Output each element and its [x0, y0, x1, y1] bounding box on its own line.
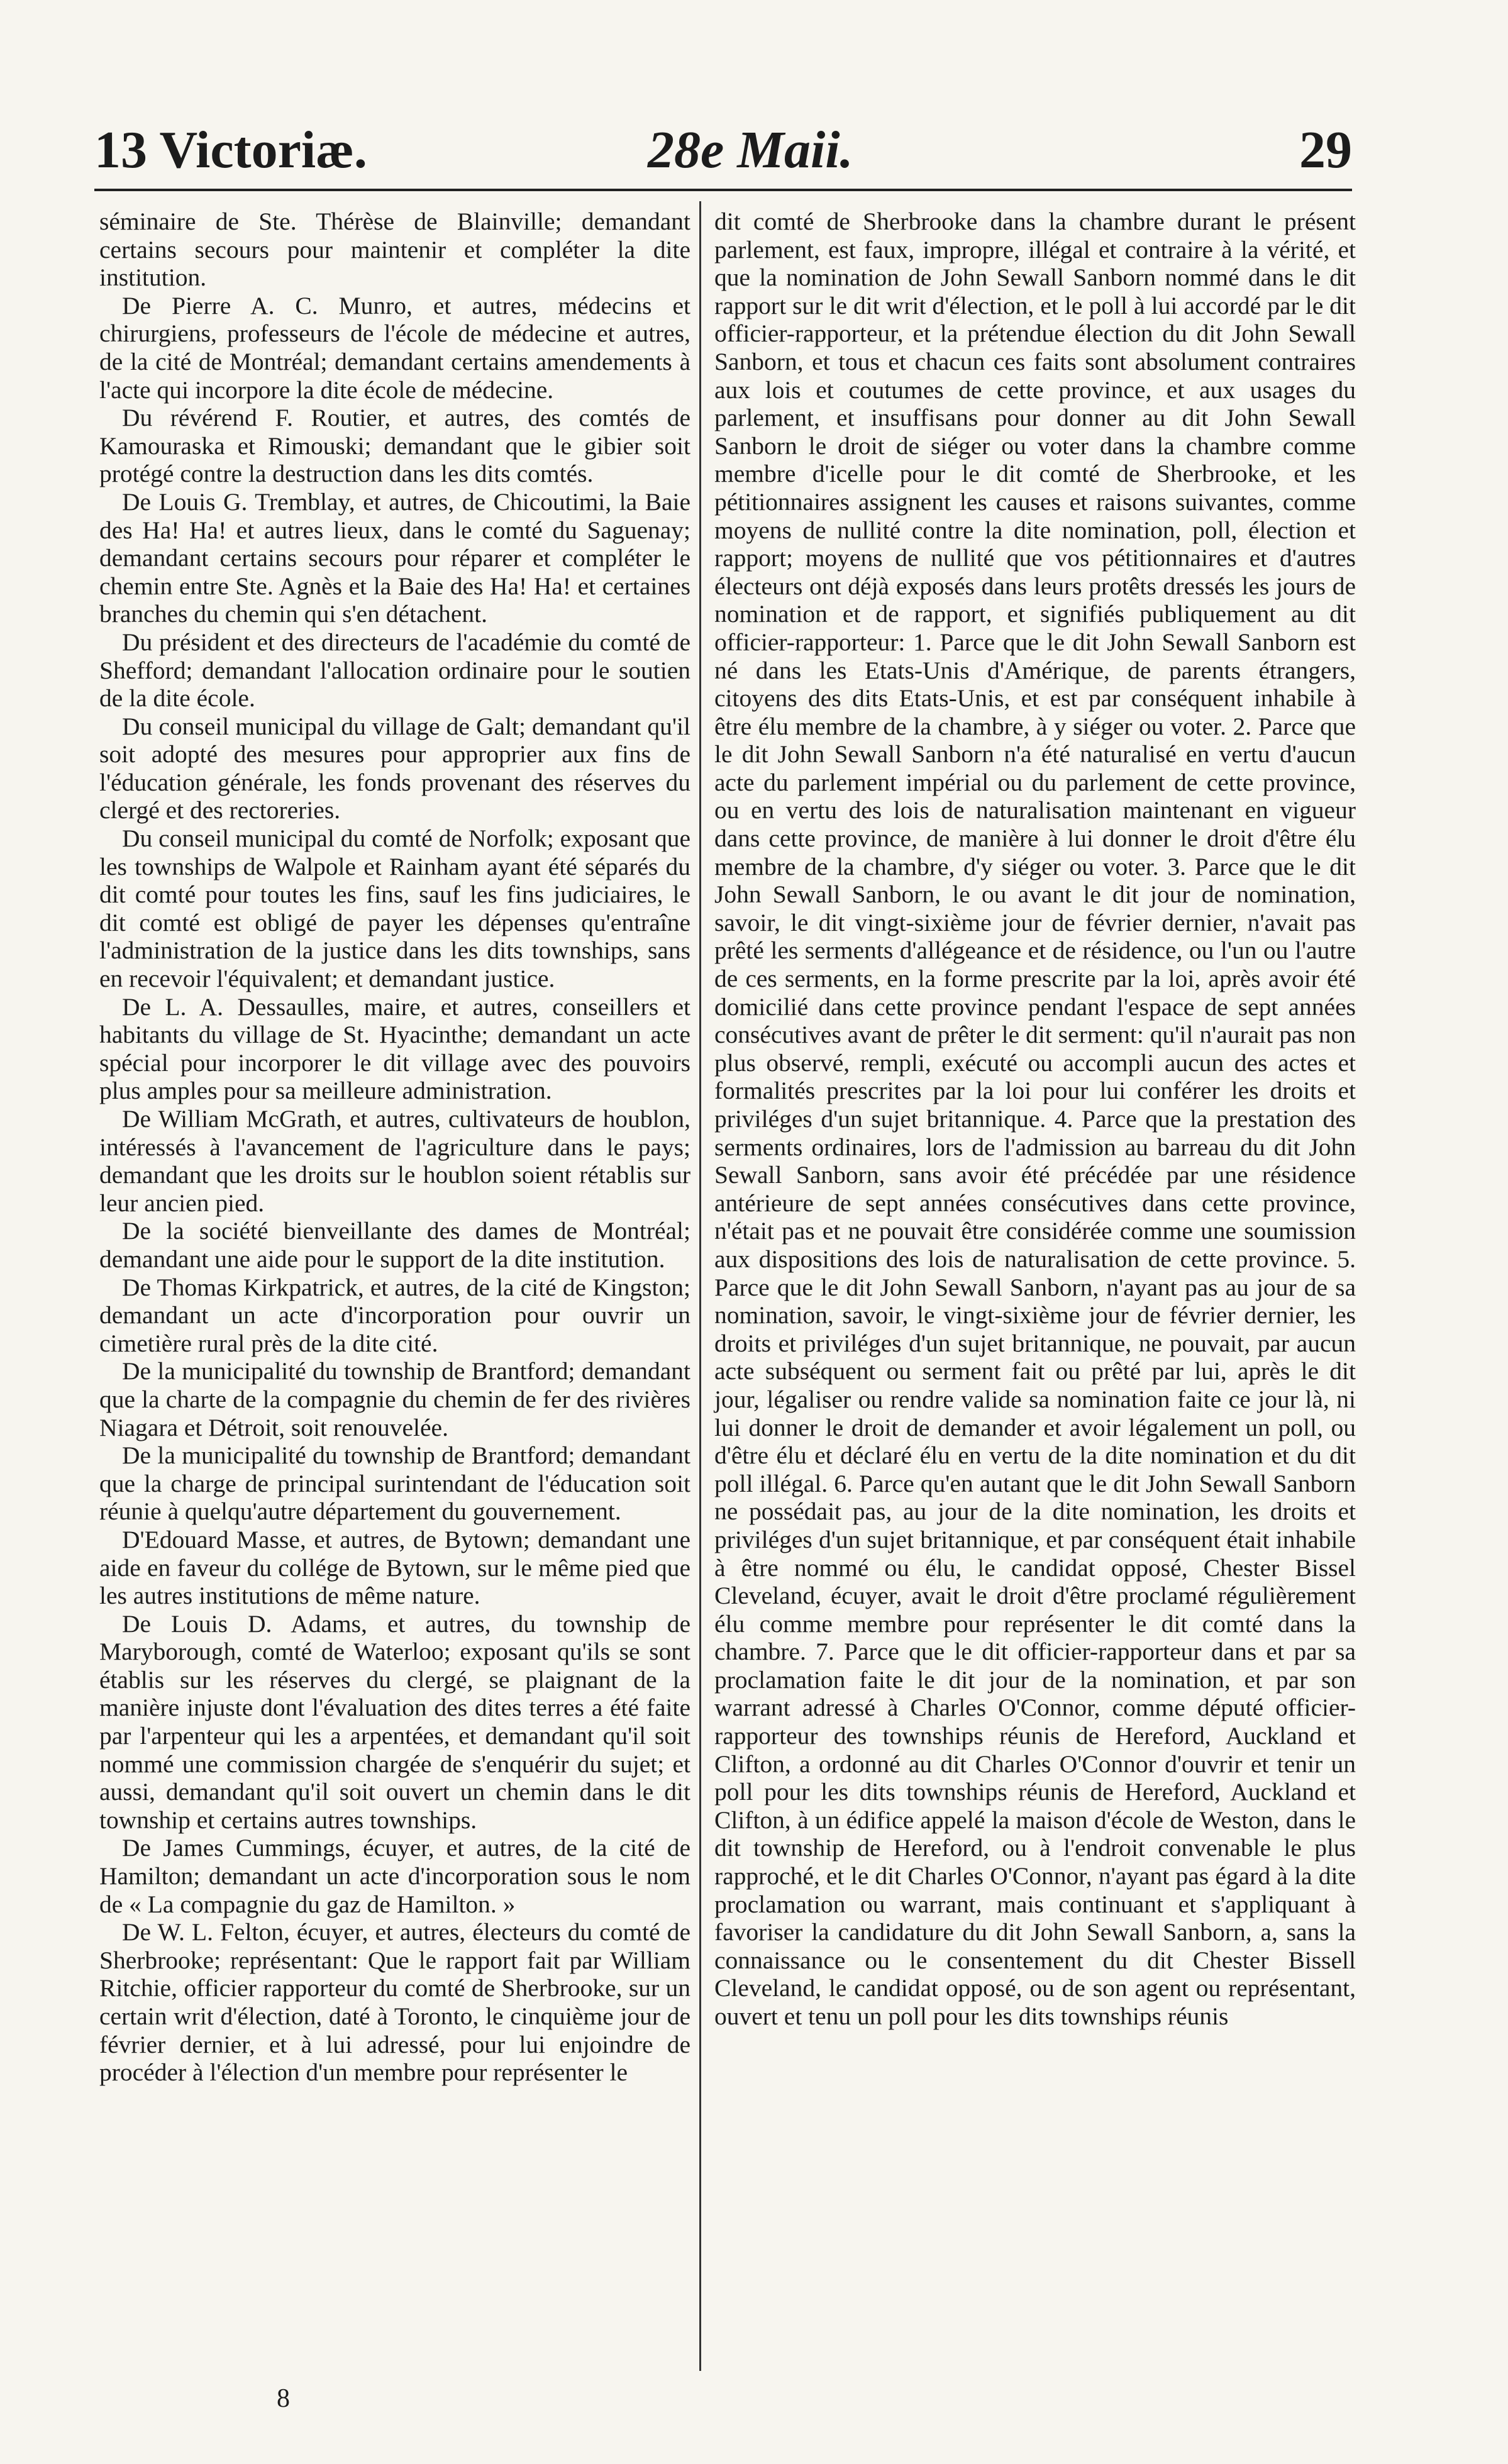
page-number: 29: [1299, 121, 1352, 179]
right-column: [714, 208, 1356, 2031]
paragraph: Du président et des directeurs de l'académie du comté de Shefford; demandant l'allocation ordinaire pour le soutien de la dite école.: [99, 628, 690, 713]
left-column: [99, 208, 690, 2087]
paragraph: De Louis D. Adams, et autres, du township de Maryborough, comté de Waterloo; exposant qu'ils se sont établis sur les réserves du clergé, se plaignant de la manière injuste dont l'évaluation des dites terres a été faite par l'arpenteur qui les a arpentées, et demandant qu'il soit nommé une commission chargée de s'enquérir du sujet; et aussi, demandant qu'il soit ouvert un chemin dans le dit township et certains autres townships.: [99, 1609, 690, 1834]
header-date: 28e Maii.: [648, 121, 853, 179]
paragraph: Du conseil municipal du comté de Norfolk; exposant que les townships de Walpole et Rainham ayant été séparés du dit comté pour toutes les fins, sauf les fins judiciaires, le dit comté est obligé de payer les dépenses qu'entraîne l'administration de la justice dans les dits townships, sans en recevoir l'équivalent; et demandant justice.: [99, 824, 690, 993]
paragraph: De la municipalité du township de Brantford; demandant que la charge de principal surintendant de l'éducation soit réunie à quelqu'autre département du gouvernement.: [99, 1441, 690, 1526]
paragraph: De la société bienveillante des dames de Montréal; demandant une aide pour le support de la dite institution.: [99, 1217, 690, 1273]
paragraph: De William McGrath, et autres, cultivateurs de houblon, intéressés à l'avancement de l'agriculture dans le pays; demandant que les droits sur le houblon soient rétablis sur leur ancien pied.: [99, 1105, 690, 1217]
header-regnal-year: 13 Victoriæ.: [94, 121, 367, 179]
paragraph: Du conseil municipal du village de Galt; demandant qu'il soit adopté des mesures pour approprier aux fins de l'éducation générale, les fonds provenant des réserves du clergé et des rectoreries.: [99, 712, 690, 824]
paragraph: séminaire de Ste. Thérèse de Blainville; demandant certains secours pour maintenir et compléter la dite institution.: [99, 208, 690, 292]
column-divider: [699, 201, 701, 2371]
paragraph: De L. A. Dessaulles, maire, et autres, conseillers et habitants du village de St. Hyacinthe; demandant un acte spécial pour incorporer le dit village avec des pouvoirs plus amples pour sa meilleure administration.: [99, 992, 690, 1105]
paragraph: De la municipalité du township de Brantford; demandant que la charte de la compagnie du chemin de fer des rivières Niagara et Détroit, soit renouvelée.: [99, 1357, 690, 1441]
paragraph: De W. L. Felton, écuyer, et autres, électeurs du comté de Sherbrooke; représentant: Que le rapport fait par William Ritchie, officier rapporteur du comté de Sherbrooke, sur un certain writ d'élection, daté à Toronto, le cinquième jour de février dernier, et à lui adressé, pour lui enjoindre de procéder à l'élection d'un membre pour représenter le: [99, 1918, 690, 2087]
paragraph: dit comté de Sherbrooke dans la chambre durant le présent parlement, est faux, impropre, illégal et contraire à la vérité, et que la nomination de John Sewall Sanborn nommé dans le dit rapport sur le dit writ d'élection, et le poll à lui accordé par le dit officier-rapporteur, et la prétendue élection du dit John Sewall Sanborn, et tous et chacun ces faits sont absolument contraires aux lois et coutumes de cette province, et aux usages du parlement, et insuffisans pour donner au dit John Sewall Sanborn le droit de siéger ou voter dans la chambre comme membre d'icelle pour le dit comté de Sherbrooke, et les pétitionnaires assignent les causes et raisons suivantes, comme moyens de nullité contre la dite nomination, poll, élection et rapport; moyens de nullité que vos pétitionnaires et d'autres électeurs ont déjà exposés dans leurs protêts dressés les jours de nomination et de rapport, et signifiés publiquement au dit officier-rapporteur: 1. Parce que le dit John Sewall Sanborn est né dans les Etats-Unis d'Amérique, de parents étrangers, citoyens des dits Etats-Unis, et est par conséquent inhabile à être élu membre de la chambre, à y siéger ou voter. 2. Parce que le dit John Sewall Sanborn n'a été naturalisé en vertu d'aucun acte du parlement impérial ou du parlement de cette province, ou en vertu des lois de naturalisation maintenant en vigueur dans cette province, de manière à lui donner le droit d'être élu membre de la chambre, d'y siéger ou voter. 3. Parce que le dit John Sewall Sanborn, le ou avant le dit jour de nomination, savoir, le dit vingt-sixième jour de février dernier, n'avait pas prêté les serments d'allégeance et de résidence, ou l'un ou l'autre de ces serments, en la forme prescrite par la loi, après avoir été domicilié dans cette province pendant l'espace de sept années consécutives avant de prêter le dit serment: qu'il n'aurait pas non plus observé, rempli, exécuté ou accompli aucun des actes et formalités prescrites par la loi pour lui conférer les droits et priviléges d'un sujet britannique. 4. Parce que la prestation des serments ordinaires, lors de l'admission au barreau du dit John Sewall Sanborn, sans avoir été précédée par une résidence antérieure de sept années consécutives dans cette province, n'était pas et ne pouvait être considérée comme une soumission aux dispositions des lois de naturalisation de cette province. 5. Parce que le dit John Sewall Sanborn, n'ayant pas au jour de sa nomination, savoir, le vingt-sixième jour de février dernier, les droits et priviléges d'un sujet britannique, ne pouvait, par aucun acte subséquent ou serment fait ou prêté par lui, après le dit jour, légaliser ou rendre valide sa nomination faite ce jour là, ni lui donner le droit de demander et avoir légalement un poll, ou d'être élu et déclaré élu en vertu de la dite nomination et du dit poll illégal. 6. Parce qu'en autant que le dit John Sewall Sanborn ne possédait pas, au jour de la dite nomination, les droits et priviléges d'un sujet britannique, et par conséquent était inhabile à être nommé ou élu, le candidat opposé, Chester Bissel Cleveland, écuyer, avait le droit d'être proclamé régulièrement élu comme membre pour représenter le dit comté dans la chambre. 7. Parce que le dit officier-rapporteur dans et par sa proclamation faite le dit jour de la nomination, et par son warrant adressé à Charles O'Connor, comme député officier-rapporteur des townships réunis de Hereford, Auckland et Clifton, a ordonné au dit Charles O'Connor d'ouvrir et tenir un poll pour les dits townships réunis de Hereford, Auckland et Clifton, à un édifice appelé la maison d'école de Weston, dans le dit township de Hereford, ou à l'endroit convenable le plus rapproché, et le dit Charles O'Connor, n'ayant pas égard à la dite proclamation ou warrant, mais continuant et s'appliquant à favoriser la candidature du dit John Sewall Sanborn, a, sans la connaissance ou le consentement du dit Chester Bissell Cleveland, le candidat opposé, ou de son agent ou représentant, ouvert et tenu un poll pour les dits townships réunis: [714, 208, 1356, 2030]
header-rule: [94, 189, 1352, 191]
signature-mark: 8: [277, 2384, 290, 2413]
paragraph: D'Edouard Masse, et autres, de Bytown; demandant une aide en faveur du collége de Bytown, sur le même pied que les autres institutions de même nature.: [99, 1525, 690, 1610]
paragraph: De Thomas Kirkpatrick, et autres, de la cité de Kingston; demandant un acte d'incorporation pour ouvrir un cimetière rural près de la dite cité.: [99, 1273, 690, 1357]
paragraph: Du révérend F. Routier, et autres, des comtés de Kamouraska et Rimouski; demandant que le gibier soit protégé contre la destruction dans les dits comtés.: [99, 404, 690, 488]
paragraph: De Pierre A. C. Munro, et autres, médecins et chirurgiens, professeurs de l'école de médecine et autres, de la cité de Montréal; demandant certains amendements à l'acte qui incorpore la dite école de médecine.: [99, 291, 690, 404]
paragraph: De Louis G. Tremblay, et autres, de Chicoutimi, la Baie des Ha! Ha! et autres lieux, dans le comté du Saguenay; demandant certains secours pour réparer et compléter le chemin entre Ste. Agnès et la Baie des Ha! Ha! et certaines branches du chemin qui s'en détachent.: [99, 487, 690, 628]
page-header: [94, 119, 1352, 189]
paragraph: De James Cummings, écuyer, et autres, de la cité de Hamilton; demandant un acte d'incorporation sous le nom de « La compagnie du gaz de Hamilton. »: [99, 1834, 690, 1918]
